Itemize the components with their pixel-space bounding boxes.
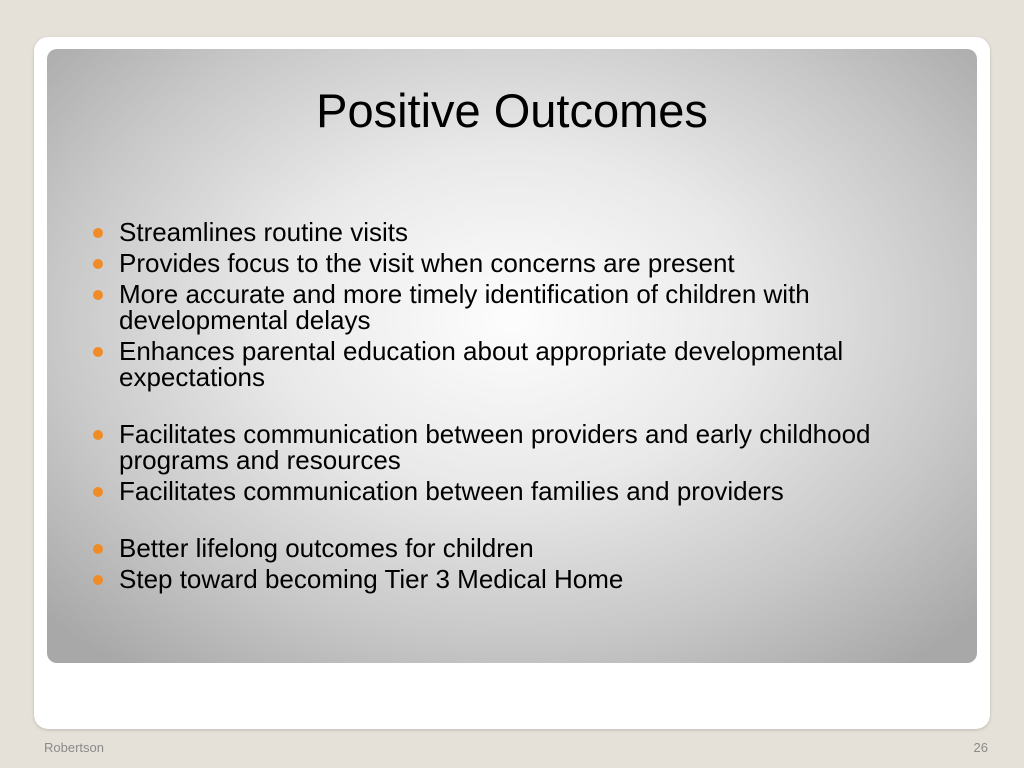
bullet-item <box>93 421 953 473</box>
bullet-text: Provides focus to the visit when concerns are present <box>119 248 735 278</box>
bullet-text: Better lifelong outcomes for children <box>119 533 534 563</box>
bullet-text: Facilitates communication between providers and early childhood programs and resources <box>119 419 871 475</box>
bullet-dot-icon <box>93 259 103 269</box>
bullet-item <box>93 338 953 390</box>
bullet-list <box>93 219 953 597</box>
bullet-dot-icon <box>93 575 103 585</box>
bullet-text: Streamlines routine visits <box>119 217 408 247</box>
bullet-item <box>93 478 953 504</box>
bullet-text: Step toward becoming Tier 3 Medical Home <box>119 564 624 594</box>
bullet-item <box>93 566 953 592</box>
bullet-item <box>93 535 953 561</box>
slide-card <box>34 37 990 729</box>
bullet-item <box>93 281 953 333</box>
bullet-dot-icon <box>93 430 103 440</box>
bullet-text: Enhances parental education about appropriate developmental expectations <box>119 336 844 392</box>
bullet-dot-icon <box>93 290 103 300</box>
content-panel <box>47 49 977 663</box>
bullet-dot-icon <box>93 347 103 357</box>
bullet-text: Facilitates communication between families and providers <box>119 476 784 506</box>
bullet-dot-icon <box>93 228 103 238</box>
bullet-text: More accurate and more timely identification of children with developmental delays <box>119 279 810 335</box>
bullet-item <box>93 250 953 276</box>
bullet-dot-icon <box>93 544 103 554</box>
slide-title: Positive Outcomes <box>316 84 708 137</box>
footer-author: Robertson <box>44 740 104 755</box>
footer-page-number: 26 <box>973 740 988 755</box>
bullet-item <box>93 219 953 245</box>
bullet-dot-icon <box>93 487 103 497</box>
